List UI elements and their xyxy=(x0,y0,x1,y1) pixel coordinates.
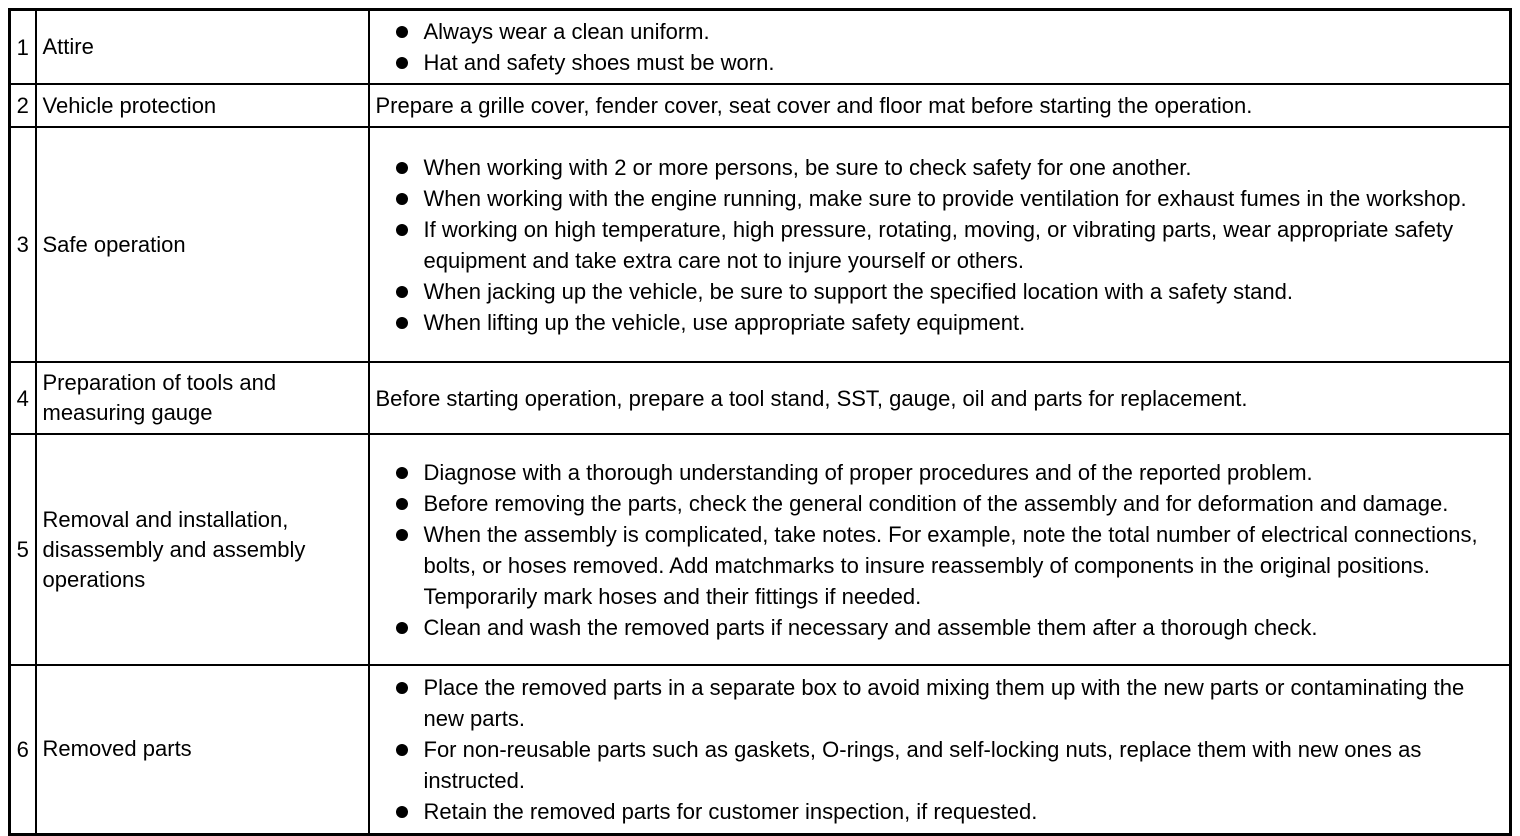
bullet-item xyxy=(396,488,1502,519)
bullet-icon xyxy=(396,498,408,510)
bullet-icon xyxy=(396,224,408,236)
bullet-list xyxy=(376,457,1502,643)
bullet-item xyxy=(396,612,1502,643)
row-number: 1 xyxy=(10,10,36,85)
bullet-icon xyxy=(396,317,408,329)
row-label: Removal and installation, disassembly and assembly operations xyxy=(36,434,369,665)
row-number: 4 xyxy=(10,362,36,434)
bullet-item xyxy=(396,276,1502,307)
repair-hints-table xyxy=(8,8,1512,836)
row-label: Attire xyxy=(36,10,369,85)
bullet-icon xyxy=(396,682,408,694)
bullet-item xyxy=(396,47,1502,78)
bullet-text: When working with 2 or more persons, be sure to check safety for one another. xyxy=(423,154,1192,180)
bullet-icon xyxy=(396,162,408,174)
bullet-icon xyxy=(396,806,408,818)
bullet-text: When lifting up the vehicle, use appropriate safety equipment. xyxy=(423,309,1026,335)
bullet-text: Retain the removed parts for customer inspection, if requested. xyxy=(423,798,1038,824)
bullet-list xyxy=(376,152,1502,338)
bullet-text: Before removing the parts, check the general condition of the assembly and for deformation and damage. xyxy=(423,490,1449,516)
bullet-text: For non-reusable parts such as gaskets, O-rings, and self-locking nuts, replace them with new ones as instructed. xyxy=(423,736,1422,793)
bullet-item xyxy=(396,183,1502,214)
bullet-text: Place the removed parts in a separate box to avoid mixing them up with the new parts or contaminating the new parts. xyxy=(423,674,1465,731)
bullet-item xyxy=(396,734,1502,796)
bullet-icon xyxy=(396,193,408,205)
bullet-item xyxy=(396,672,1502,734)
table-row xyxy=(10,665,1511,834)
table-row xyxy=(10,362,1511,434)
bullet-text: Always wear a clean uniform. xyxy=(423,19,710,44)
bullet-text: Clean and wash the removed parts if necessary and assemble them after a thorough check. xyxy=(423,614,1318,640)
row-label: Vehicle protection xyxy=(36,84,369,127)
bullet-text: Hat and safety shoes must be worn. xyxy=(423,50,775,75)
table-row xyxy=(10,127,1511,362)
bullet-text: When the assembly is complicated, take notes. For example, note the total number of electrical connections, bolts, or hoses removed. Add matchmarks to insure reassembly of components in the original positions. Temporarily mark hoses and their fittings if needed. xyxy=(423,521,1478,609)
bullet-list xyxy=(376,672,1502,827)
bullet-text: When working with the engine running, make sure to provide ventilation for exhaust fumes in the workshop. xyxy=(423,185,1467,211)
table-row xyxy=(10,84,1511,127)
table-row xyxy=(10,434,1511,665)
bullet-text: Diagnose with a thorough understanding of proper procedures and of the reported problem. xyxy=(423,459,1313,485)
bullet-icon xyxy=(396,529,408,541)
row-label: Removed parts xyxy=(36,665,369,834)
row-number: 2 xyxy=(10,84,36,127)
row-number: 6 xyxy=(10,665,36,834)
bullet-item xyxy=(396,214,1502,276)
bullet-item xyxy=(396,457,1502,488)
bullet-text: If working on high temperature, high pressure, rotating, moving, or vibrating parts, wear appropriate safety equipment and take extra care not to injure yourself or others. xyxy=(423,216,1454,273)
row-number: 5 xyxy=(10,434,36,665)
bullet-icon xyxy=(396,622,408,634)
bullet-icon xyxy=(396,57,408,69)
bullet-text: When jacking up the vehicle, be sure to support the specified location with a safety stand. xyxy=(423,278,1294,304)
row-label: Safe operation xyxy=(36,127,369,362)
bullet-icon xyxy=(396,286,408,298)
row-number: 3 xyxy=(10,127,36,362)
bullet-item xyxy=(396,796,1502,827)
bullet-icon xyxy=(396,744,408,756)
row-label: Preparation of tools and measuring gauge xyxy=(36,362,369,434)
bullet-list xyxy=(376,16,1502,78)
bullet-item xyxy=(396,519,1502,612)
bullet-icon xyxy=(396,26,408,38)
row-description: Prepare a grille cover, fender cover, seat cover and floor mat before starting the operation. xyxy=(375,93,1253,118)
bullet-item xyxy=(396,307,1502,338)
row-description: Before starting operation, prepare a tool stand, SST, gauge, oil and parts for replacement. xyxy=(375,385,1248,411)
table-row xyxy=(10,10,1511,85)
bullet-item xyxy=(396,152,1502,183)
bullet-icon xyxy=(396,467,408,479)
bullet-item xyxy=(396,16,1502,47)
